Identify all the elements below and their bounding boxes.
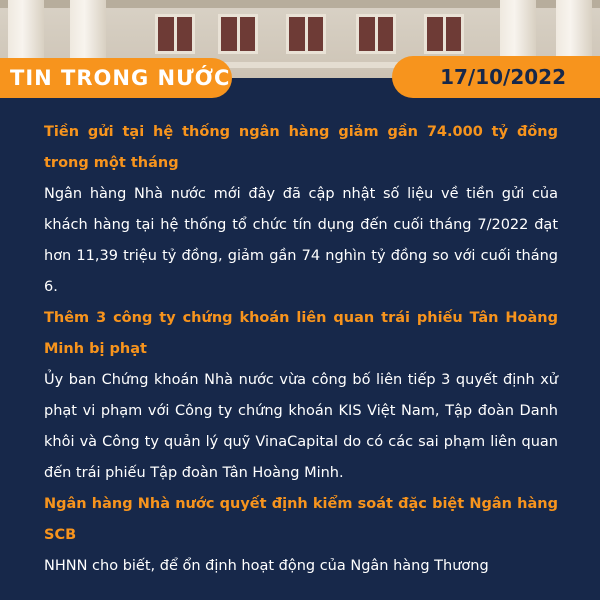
news-article xyxy=(44,489,558,582)
building-window xyxy=(356,14,396,54)
building-window xyxy=(424,14,464,54)
section-title: TIN TRONG NƯỚC xyxy=(0,58,232,98)
date-badge: 17/10/2022 xyxy=(392,56,600,98)
article-headline: Thêm 3 công ty chứng khoán liên quan trái phiếu Tân Hoàng Minh bị phạt xyxy=(44,310,558,357)
article-headline: Tiền gửi tại hệ thống ngân hàng giảm gần 74.000 tỷ đồng trong một tháng xyxy=(44,124,558,171)
article-headline: Ngân hàng Nhà nước quyết định kiểm soát đặc biệt Ngân hàng SCB xyxy=(44,496,558,543)
article-body: NHNN cho biết, để ổn định hoạt động của Ngân hàng Thương xyxy=(44,558,489,574)
news-list xyxy=(44,117,558,582)
news-article xyxy=(44,117,558,303)
article-body: Ngân hàng Nhà nước mới đây đã cập nhật số liệu về tiền gửi của khách hàng tại hệ thống tổ chức tín dụng đến cuối tháng 7/2022 đạt hơn 11,39 triệu tỷ đồng, giảm gần 74 nghìn tỷ đồng so với cuối tháng 6. xyxy=(44,186,558,295)
building-window xyxy=(286,14,326,54)
article-body: Ủy ban Chứng khoán Nhà nước vừa công bố liên tiếp 3 quyết định xử phạt vi phạm với Công ty chứng khoán KIS Việt Nam, Tập đoàn Danh khôi và Công ty quản lý quỹ VinaCapital do có các sai phạm liên quan đến trái phiếu Tập đoàn Tân Hoàng Minh. xyxy=(44,372,558,481)
building-window xyxy=(218,14,258,54)
news-article xyxy=(44,303,558,489)
building-window xyxy=(155,14,195,54)
